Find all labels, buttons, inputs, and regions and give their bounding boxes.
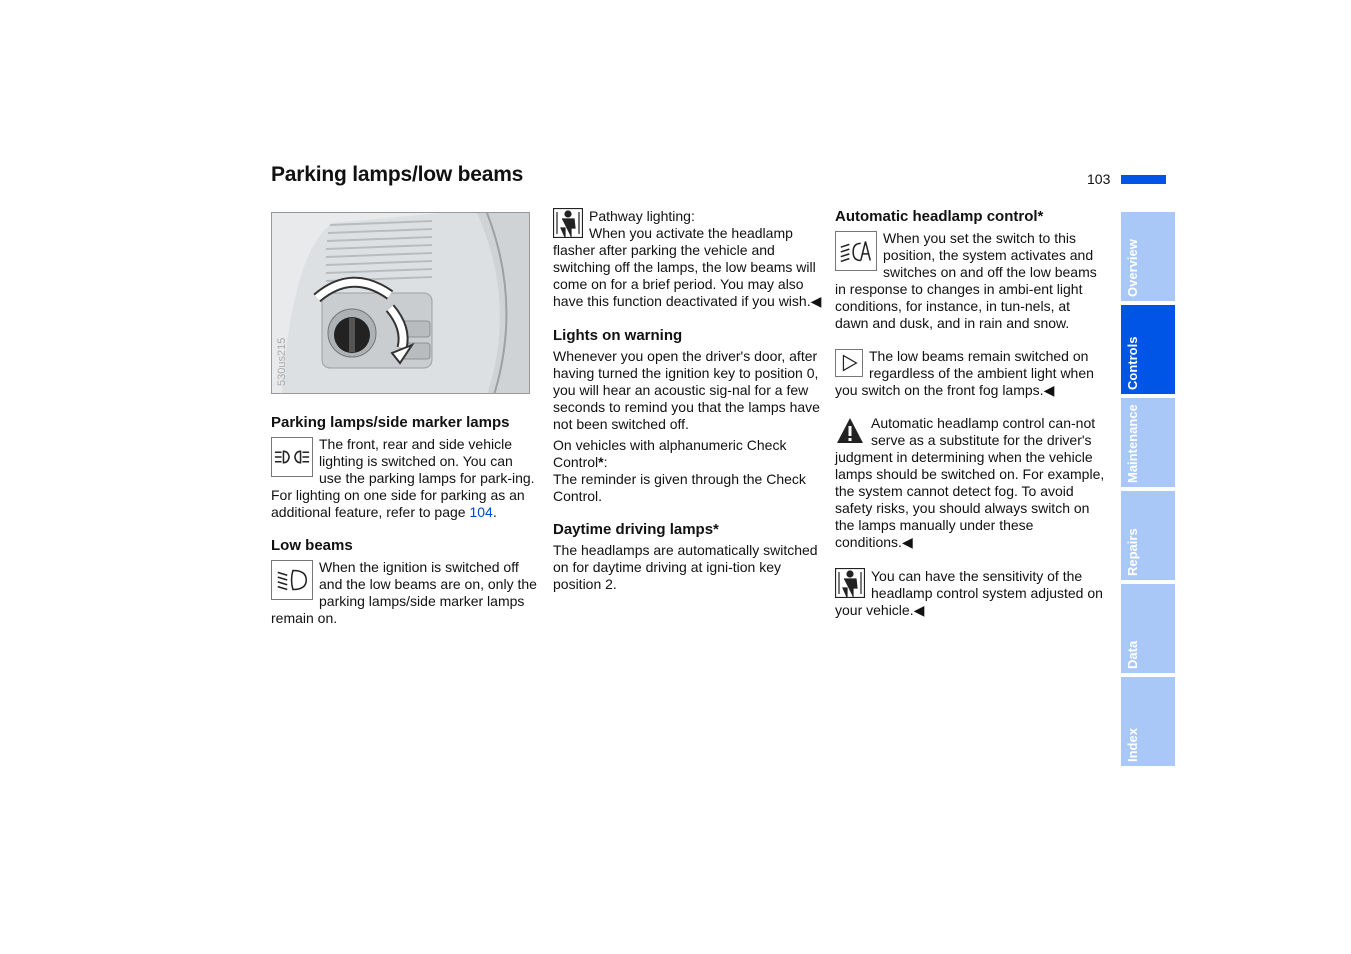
tab-index[interactable] [1121,677,1175,766]
parking-lamps-text: The front, rear and side vehicle lighting is switched on. You can use the parking lamps for park-ing. For lighting on one side for parking as an additional feature, refer to page [271,436,535,520]
tab-repairs-label: Repairs [1125,528,1140,576]
figure-label: 530us215 [276,337,288,386]
warning-text: Automatic headlamp control can-not serve as a substitute for the driver's judgment in determining when the vehicle lamps should be switched on. For example, the system cannot detect fog. To avoid safety risks, you should always switch on the lamps manually under these conditions. [835,415,1105,550]
end-mark: ◀ [1043,382,1055,398]
auto-headlamp-icon [835,231,877,271]
low-beam-icon [271,560,313,600]
tab-controls[interactable] [1121,305,1175,394]
page-number-bar [1121,175,1166,184]
heading-automatic-headlamp: Automatic headlamp control* [835,208,1044,225]
check-control-text: On vehicles with alphanumeric Check Control [553,437,787,470]
tab-maintenance-label: Maintenance [1125,404,1140,483]
end-mark: ◀ [901,534,913,550]
tab-data[interactable] [1121,584,1175,673]
warning-icon [835,416,865,446]
note-triangle-icon [835,349,863,377]
end-mark: ◀ [913,602,925,618]
heading-low-beams: Low beams [271,537,353,554]
check-control-reminder: The reminder is given through the Check Control. [553,471,806,504]
period: . [492,504,497,520]
automatic-headlamp-text: When you set the switch to this position, the system activates and switches on and off the low beams in response to changes in ambi-ent light conditions, for instance, in tun-nels, at dawn and dusk, and in rain and snow. [835,230,1097,331]
tab-overview-label: Overview [1125,239,1140,297]
page-link-104[interactable]: 104 [469,504,493,520]
section-tabs [1121,212,1175,770]
lights-on-warning-text: Whenever you open the driver's door, after having turned the ignition key to position 0, you will hear an acoustic sig-nal for a few seconds to remind you that the lamps have not been switched off. [553,348,820,432]
asterisk-mark: * [598,454,604,470]
colon: : [603,454,608,470]
pathway-lighting-text: When you activate the headlamp flasher after parking the vehicle and switching off the lamps, the low beams will come on for a brief period. You may also have this function deactivated if you wish. [553,225,816,309]
tab-index-label: Index [1125,728,1140,762]
page-number: 103 [1087,171,1111,187]
parking-lamp-icon [271,437,313,477]
heading-parking-lamps: Parking lamps/side marker lamps [271,414,510,431]
tab-overview[interactable] [1121,212,1175,301]
page-title: Parking lamps/low beams [271,163,524,186]
tab-controls-label: Controls [1125,336,1140,390]
light-switch-figure [271,212,530,394]
daytime-driving-text: The headlamps are automatically switched on for daytime driving at igni-tion key position 2. [553,542,818,592]
heading-lights-on-warning: Lights on warning [553,327,683,344]
column-3 [835,208,1107,619]
service-person-icon [835,568,865,598]
low-beams-text: When the ignition is switched off and the low beams are on, only the parking lamps/side marker lamps remain on. [271,559,537,626]
pathway-lighting-title: Pathway lighting: [589,208,695,224]
fog-lamps-note: The low beams remain switched on regardless of the ambient light when you switch on the front fog lamps. [835,348,1094,398]
sensitivity-text: You can have the sensitivity of the headlamp control system adjusted on your vehicle. [835,568,1103,618]
column-2 [553,208,825,593]
column-1 [271,414,539,627]
tab-data-label: Data [1125,640,1140,669]
end-mark: ◀ [810,293,822,309]
tab-maintenance[interactable] [1121,398,1175,487]
tab-repairs[interactable] [1121,491,1175,580]
service-person-icon [553,208,583,238]
heading-daytime-driving: Daytime driving lamps* [553,521,719,538]
